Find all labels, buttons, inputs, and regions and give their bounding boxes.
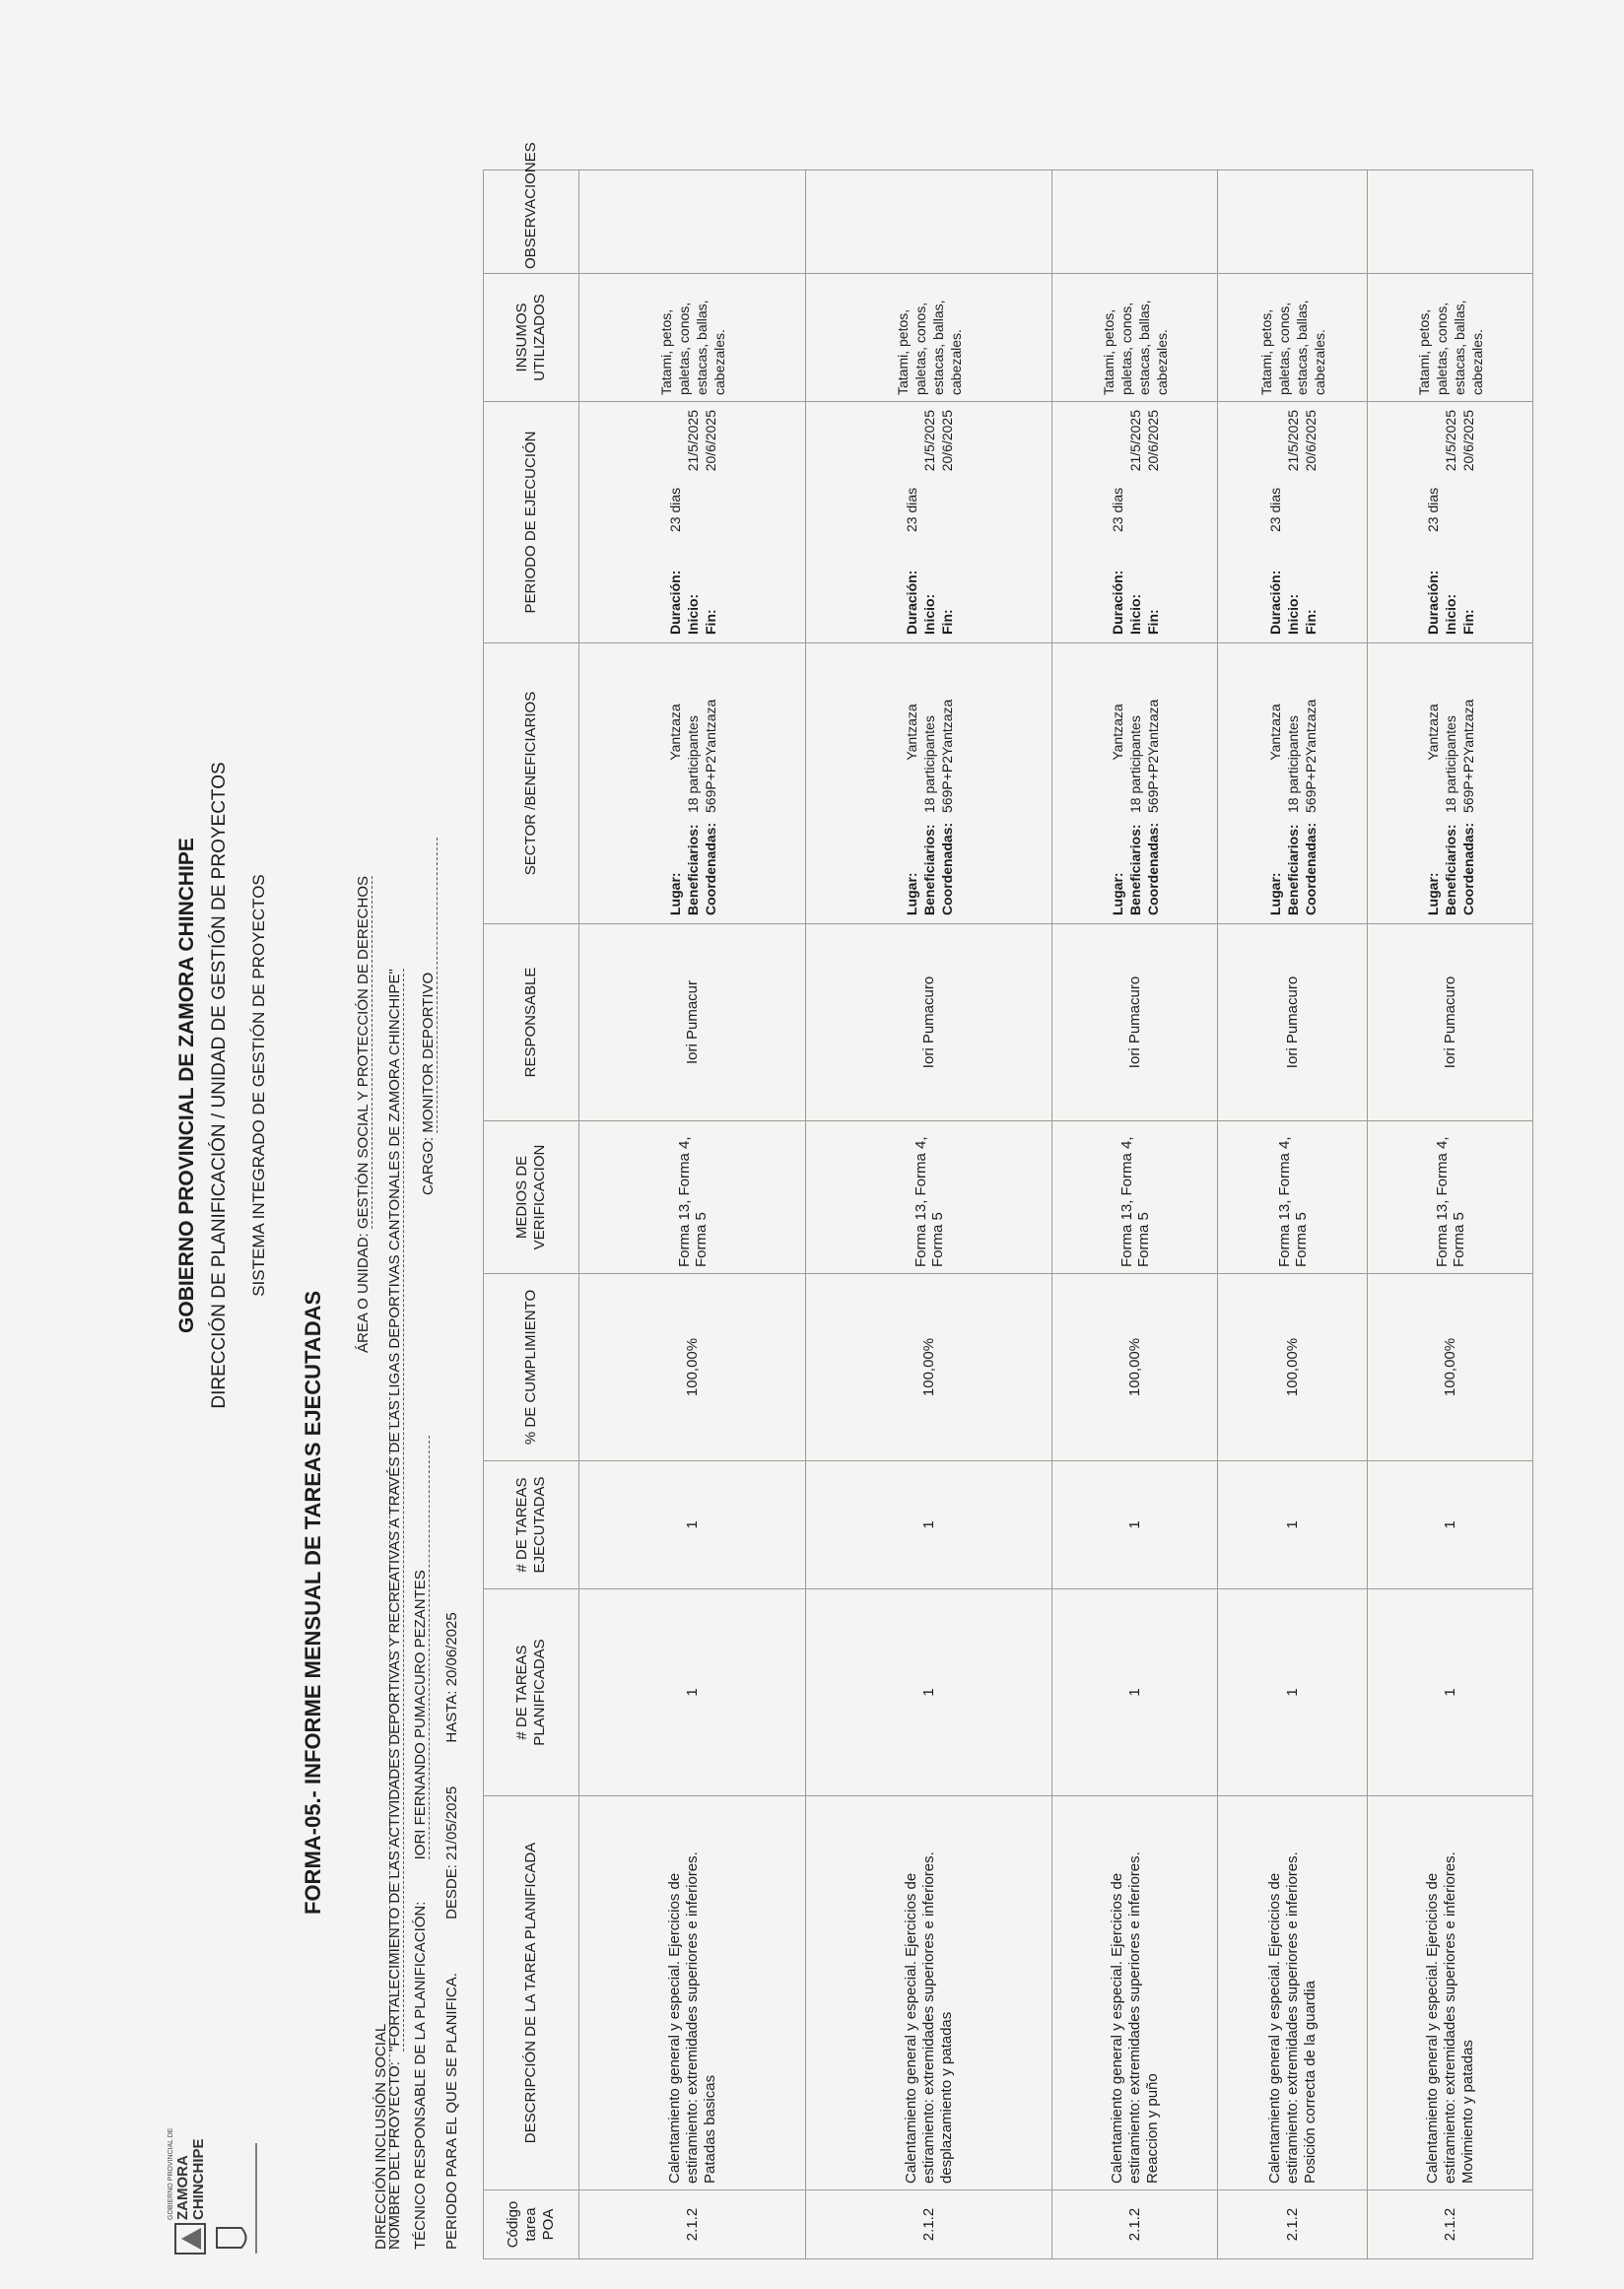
cell-ejecutadas: 1: [1052, 1461, 1218, 1589]
cell-sector: [806, 643, 1052, 924]
col-ejecutadas: # DE TAREAS EJECUTADAS: [484, 1461, 579, 1589]
periodo: [443, 1612, 460, 2250]
col-observaciones: OBSERVACIONES: [484, 170, 579, 274]
desde-value: 21/05/2025: [443, 1785, 460, 1860]
system-title: SISTEMA INTEGRADO DE GESTIÓN DE PROYECTOS: [249, 874, 268, 1297]
fin-value: 20/6/2025: [1302, 410, 1319, 472]
coordenadas-value: 569P+P2Yantzaza: [1144, 699, 1161, 813]
area-value: GESTIÓN SOCIAL Y PROTECCIÓN DE DERECHOS: [355, 876, 372, 1230]
inicio-value: 21/5/2025: [920, 410, 937, 472]
inicio-label: Inicio:: [1442, 593, 1458, 635]
cell-cumplimiento: 100,00%: [579, 1274, 806, 1461]
cell-medios: Forma 13, Forma 4, Forma 5: [579, 1121, 806, 1274]
col-codigo: Código tarea POA: [484, 2190, 579, 2259]
cell-codigo: 2.1.2: [1052, 2190, 1218, 2259]
cell-periodo: [579, 402, 806, 643]
cell-codigo: 2.1.2: [1218, 2190, 1368, 2259]
beneficiarios-label: Beneficiarios:: [1284, 824, 1301, 915]
lugar-value: Yantzaza: [1266, 704, 1283, 761]
cell-ejecutadas: 1: [806, 1461, 1052, 1589]
coordenadas-label: Coordenadas:: [1459, 822, 1476, 915]
lugar-value: Yantzaza: [1424, 704, 1441, 761]
coordenadas-label: Coordenadas:: [702, 822, 718, 915]
table-header-row: [484, 170, 579, 2259]
fin-label: Fin:: [938, 609, 955, 635]
cell-observaciones: [579, 170, 806, 274]
duracion-value: 23 dias: [1266, 487, 1283, 532]
cell-observaciones: [1368, 170, 1533, 274]
gov-title: GOBIERNO PROVINCIAL DE ZAMORA CHINCHIPE: [175, 838, 198, 1333]
inicio-value: 21/5/2025: [1442, 410, 1458, 472]
table-row: [806, 170, 1052, 2259]
periodo-details: [1424, 408, 1477, 637]
periodo-label: PERIODO PARA EL QUE SE PLANIFICA.: [443, 1973, 460, 2250]
duracion-label: Duración:: [1266, 570, 1283, 635]
tecnico-value: IORI FERNANDO PUMACURO PEZANTES: [412, 1436, 430, 1859]
cell-insumos: Tatami, petos, paletas, conos, estacas, ballas, cabezales.: [806, 274, 1052, 402]
cell-observaciones: [1052, 170, 1218, 274]
inicio-value: 21/5/2025: [684, 410, 701, 472]
cell-descripcion: Calentamiento general y especial. Ejercicios de estiramiento: extremidades superiores e inferiores. Reaccion y puño: [1052, 1796, 1218, 2190]
col-periodo: PERIODO DE EJECUCIÓN: [484, 402, 579, 643]
fin-value: 20/6/2025: [938, 410, 955, 472]
periodo-details: [666, 408, 719, 637]
sector-details: [1424, 649, 1477, 917]
inicio-value: 21/5/2025: [1126, 410, 1143, 472]
tasks-table: [483, 142, 1533, 2259]
duracion-value: 23 dias: [903, 487, 919, 532]
cargo: [420, 838, 438, 1195]
col-insumos: INSUMOS UTILIZADOS: [484, 274, 579, 402]
cell-responsable: Iori Pumacuro: [1368, 924, 1533, 1121]
fin-label: Fin:: [702, 609, 718, 635]
table-row: [1218, 170, 1368, 2259]
area-unidad: [355, 876, 372, 1353]
cell-sector: [579, 643, 806, 924]
duracion-label: Duración:: [666, 570, 683, 635]
cell-medios: Forma 13, Forma 4, Forma 5: [1052, 1121, 1218, 1274]
sector-details: [666, 649, 719, 917]
logo-line2: CHINCHIPE: [190, 2138, 207, 2220]
coordenadas-value: 569P+P2Yantzaza: [1302, 699, 1319, 813]
duracion-label: Duración:: [903, 570, 919, 635]
lugar-value: Yantzaza: [903, 704, 919, 761]
cell-planificadas: 1: [1052, 1589, 1218, 1796]
cell-cumplimiento: 100,00%: [1368, 1274, 1533, 1461]
cell-medios: Forma 13, Forma 4, Forma 5: [1218, 1121, 1368, 1274]
periodo-details: [1266, 408, 1320, 637]
cell-insumos: Tatami, petos, paletas, conos, estacas, ballas, cabezales.: [1368, 274, 1533, 402]
lugar-label: Lugar:: [1266, 872, 1283, 915]
cell-ejecutadas: 1: [1218, 1461, 1368, 1589]
periodo-details: [1109, 408, 1162, 637]
desde-label: DESDE:: [443, 1864, 460, 1919]
duracion-value: 23 dias: [1109, 487, 1125, 532]
cell-observaciones: [806, 170, 1052, 274]
beneficiarios-value: 18 participantes: [1284, 715, 1301, 813]
sector-details: [1266, 649, 1320, 917]
coordenadas-label: Coordenadas:: [1144, 822, 1161, 915]
cargo-value: MONITOR DEPORTIVO: [420, 838, 438, 1133]
col-planificadas: # DE TAREAS PLANIFICADAS: [484, 1589, 579, 1796]
hasta-label: HASTA:: [443, 1690, 460, 1743]
table-body: [579, 170, 1533, 2259]
fin-label: Fin:: [1144, 609, 1161, 635]
cell-descripcion: Calentamiento general y especial. Ejercicios de estiramiento: extremidades superiores e inferiores. Movimiento y patadas: [1368, 1796, 1533, 2190]
coordenadas-value: 569P+P2Yantzaza: [938, 699, 955, 813]
logo-small-text: GOBIERNO PROVINCIAL DE: [168, 2127, 174, 2220]
fin-value: 20/6/2025: [1144, 410, 1161, 472]
cell-responsable: Iori Pumacuro: [1218, 924, 1368, 1121]
duracion-label: Duración:: [1424, 570, 1441, 635]
sector-details: [903, 649, 956, 917]
cell-cumplimiento: 100,00%: [1052, 1274, 1218, 1461]
hasta-value: 20/06/2025: [443, 1612, 460, 1687]
proyecto-value: "FORTALECIMIENTO DE LAS ACTIVIDADES DEPORTIVAS Y RECREATIVAS A TRAVÉS DE LAS LIGAS DEPORTIVAS CANTONALES DE ZAMORA CHINCHIPE": [386, 969, 403, 2052]
col-descripcion: DESCRIPCIÓN DE LA TAREA PLANIFICADA: [484, 1796, 579, 2190]
cargo-label: CARGO:: [420, 1136, 437, 1195]
beneficiarios-label: Beneficiarios:: [1126, 824, 1143, 915]
direccion-value: DIRECCIÓN INCLUSIÓN SOCIAL: [372, 1392, 390, 2250]
table-row: [1052, 170, 1218, 2259]
cell-insumos: Tatami, petos, paletas, conos, estacas, ballas, cabezales.: [1218, 274, 1368, 402]
cell-medios: Forma 13, Forma 4, Forma 5: [806, 1121, 1052, 1274]
cell-codigo: 2.1.2: [806, 2190, 1052, 2259]
duracion-value: 23 dias: [666, 487, 683, 532]
cell-periodo: [1052, 402, 1218, 643]
cell-descripcion: Calentamiento general y especial. Ejercicios de estiramiento: extremidades superiores e inferiores. Posición correcta de la guardia: [1218, 1796, 1368, 2190]
fin-value: 20/6/2025: [1459, 410, 1476, 472]
lugar-label: Lugar:: [1109, 872, 1125, 915]
cell-responsable: Iori Pumacuro: [1052, 924, 1218, 1121]
logo-line1: ZAMORA: [174, 2155, 191, 2220]
beneficiarios-value: 18 participantes: [920, 715, 937, 813]
cell-descripcion: Calentamiento general y especial. Ejercicios de estiramiento: extremidades superiores e inferiores. Patadas basicas: [579, 1796, 806, 2190]
inicio-label: Inicio:: [684, 593, 701, 635]
coordenadas-label: Coordenadas:: [938, 822, 955, 915]
col-medios: MEDIOS DE VERIFICACION: [484, 1121, 579, 1274]
cell-insumos: Tatami, petos, paletas, conos, estacas, ballas, cabezales.: [1052, 274, 1218, 402]
lugar-label: Lugar:: [1424, 872, 1441, 915]
beneficiarios-value: 18 participantes: [684, 715, 701, 813]
area-label: ÁREA O UNIDAD:: [355, 1233, 372, 1353]
cell-medios: Forma 13, Forma 4, Forma 5: [1368, 1121, 1533, 1274]
coordenadas-value: 569P+P2Yantzaza: [1459, 699, 1476, 813]
proyecto: [386, 969, 404, 2250]
cell-codigo: 2.1.2: [1368, 2190, 1533, 2259]
cell-sector: [1368, 643, 1533, 924]
cell-periodo: [806, 402, 1052, 643]
tecnico: [412, 1436, 430, 2250]
cell-cumplimiento: 100,00%: [1218, 1274, 1368, 1461]
form-title: FORMA-05.- INFORME MENSUAL DE TAREAS EJECUTADAS: [301, 1290, 325, 1915]
duracion-value: 23 dias: [1424, 487, 1441, 532]
cell-cumplimiento: 100,00%: [806, 1274, 1052, 1461]
cell-planificadas: 1: [579, 1589, 806, 1796]
direction-title: DIRECCIÓN DE PLANIFICACIÓN / UNIDAD DE GESTIÓN DE PROYECTOS: [209, 762, 230, 1409]
lugar-value: Yantzaza: [666, 704, 683, 761]
fin-value: 20/6/2025: [702, 410, 718, 472]
table-row: [1368, 170, 1533, 2259]
cell-responsable: Iori Pumacuro: [806, 924, 1052, 1121]
fin-label: Fin:: [1302, 609, 1319, 635]
cell-codigo: 2.1.2: [579, 2190, 806, 2259]
inicio-label: Inicio:: [1284, 593, 1301, 635]
cell-responsable: Iori Pumacur: [579, 924, 806, 1121]
inicio-value: 21/5/2025: [1284, 410, 1301, 472]
lugar-label: Lugar:: [903, 872, 919, 915]
cell-sector: [1052, 643, 1218, 924]
cell-planificadas: 1: [1218, 1589, 1368, 1796]
tecnico-label: TÉCNICO RESPONSABLE DE LA PLANIFICACIÓN:: [412, 1901, 429, 2250]
proyecto-label: NOMBRE DEL PROYECTO:: [386, 2061, 403, 2250]
periodo-details: [903, 408, 956, 637]
table-row: [579, 170, 806, 2259]
beneficiarios-value: 18 participantes: [1126, 715, 1143, 813]
cell-planificadas: 1: [1368, 1589, 1533, 1796]
fin-label: Fin:: [1459, 609, 1476, 635]
inicio-label: Inicio:: [1126, 593, 1143, 635]
lugar-label: Lugar:: [666, 872, 683, 915]
coordenadas-value: 569P+P2Yantzaza: [702, 699, 718, 813]
beneficiarios-label: Beneficiarios:: [920, 824, 937, 915]
cell-ejecutadas: 1: [579, 1461, 806, 1589]
duracion-label: Duración:: [1109, 570, 1125, 635]
inicio-label: Inicio:: [920, 593, 937, 635]
beneficiarios-label: Beneficiarios:: [684, 824, 701, 915]
cell-observaciones: [1218, 170, 1368, 274]
cell-ejecutadas: 1: [1368, 1461, 1533, 1589]
cell-sector: [1218, 643, 1368, 924]
lugar-value: Yantzaza: [1109, 704, 1125, 761]
beneficiarios-label: Beneficiarios:: [1442, 824, 1458, 915]
cell-planificadas: 1: [806, 1589, 1052, 1796]
col-responsable: RESPONSABLE: [484, 924, 579, 1121]
beneficiarios-value: 18 participantes: [1442, 715, 1458, 813]
cell-insumos: Tatami, petos, paletas, conos, estacas, ballas, cabezales.: [579, 274, 806, 402]
cell-descripcion: Calentamiento general y especial. Ejercicios de estiramiento: extremidades superiores e inferiores. desplazamiento y patadas: [806, 1796, 1052, 2190]
col-sector: SECTOR /BENEFICIARIOS: [484, 643, 579, 924]
cell-periodo: [1368, 402, 1533, 643]
col-cumplimiento: % DE CUMPLIMIENTO: [484, 1274, 579, 1461]
cell-periodo: [1218, 402, 1368, 643]
sector-details: [1109, 649, 1162, 917]
coordenadas-label: Coordenadas:: [1302, 822, 1319, 915]
